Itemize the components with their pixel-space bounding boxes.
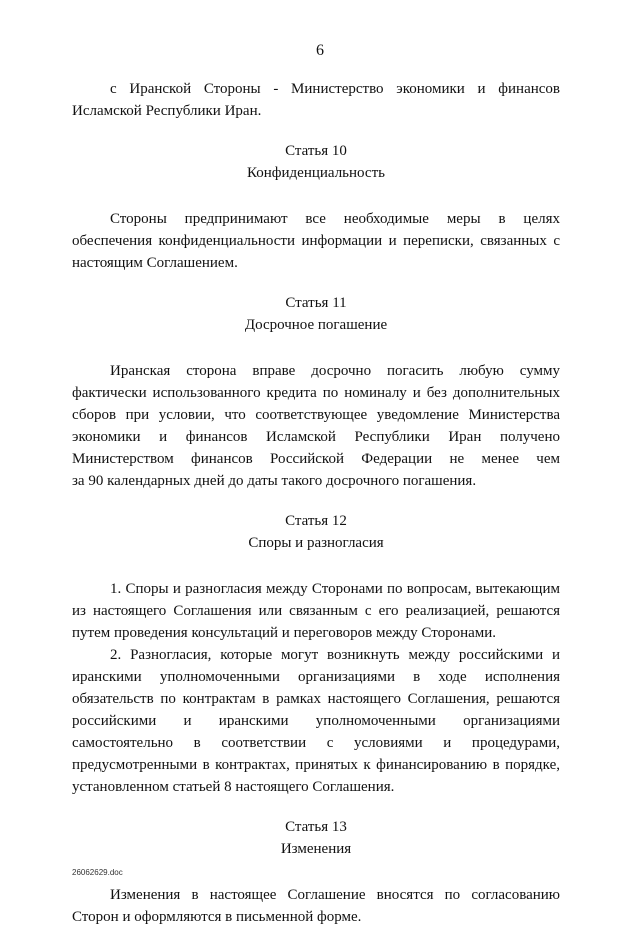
article-10-paragraph <box>72 208 560 274</box>
text-line: обязательств по контрактам в рамках настоящего Соглашения, решаются <box>72 691 560 707</box>
text-line: настоящим Соглашением. <box>72 255 238 271</box>
text-line: фактически использованного кредита по номиналу и без дополнительных <box>72 385 560 401</box>
text-line: из настоящего Соглашения или связанным с его реализацией, решаются <box>72 603 560 619</box>
article-10-subtitle: Конфиденциальность <box>247 165 385 181</box>
text-line: обеспечения конфиденциальности информации и переписки, связанных с <box>72 233 560 249</box>
page-number: 6 <box>316 42 324 59</box>
text-line: Министерством финансов Российской Федерации не менее чем <box>72 451 560 467</box>
text-line: сборов при условии, что соответствующее уведомление Министерства <box>72 407 560 423</box>
article-13-subtitle: Изменения <box>280 841 352 857</box>
article-12-paragraph-2 <box>72 644 560 798</box>
text-line: 1. Споры и разногласия между Сторонами по вопросам, вытекающим <box>110 581 560 597</box>
text-line: Изменения в настоящее Соглашение вносятся по согласованию <box>110 887 560 903</box>
article-11-subtitle: Досрочное погашение <box>244 317 388 333</box>
article-12-paragraph-1 <box>72 578 560 644</box>
text-line: предусмотренными в контрактах, принятых к финансированию в порядке, <box>72 757 560 773</box>
file-name-footer: 26062629.doc <box>72 868 123 877</box>
intro-paragraph <box>72 78 560 122</box>
text-line: за 90 календарных дней до даты такого досрочного погашения. <box>72 473 477 489</box>
text-line: с Иранской Стороны - Министерство экономики и финансов <box>110 81 560 97</box>
text-line: российскими и иранскими уполномоченными организациями <box>72 713 560 729</box>
text-line: Сторон и оформляются в письменной форме. <box>72 909 362 925</box>
article-13-paragraph <box>72 884 560 928</box>
text-line: установленном статьей 8 настоящего Соглашения. <box>72 779 395 795</box>
article-11-paragraph <box>72 360 560 492</box>
article-12-title: Статья 12 <box>285 513 347 529</box>
text-line: Исламской Республики Иран. <box>72 103 262 119</box>
text-line: иранскими уполномоченными организациями в ходе исполнения <box>72 669 560 685</box>
document-body <box>72 78 560 928</box>
text-line: Иранская сторона вправе досрочно погасить любую сумму <box>110 363 560 379</box>
text-line: путем проведения консультаций и переговоров между Сторонами. <box>72 625 497 641</box>
article-11-title: Статья 11 <box>285 295 347 311</box>
article-10-title: Статья 10 <box>285 143 347 159</box>
text-line: экономики и финансов Исламской Республики Иран получено <box>72 429 560 445</box>
text-line: самостоятельно в соответствии с условиями и процедурами, <box>72 735 560 751</box>
text-line: Стороны предпринимают все необходимые меры в целях <box>110 211 560 227</box>
text-line: 2. Разногласия, которые могут возникнуть между российскими и <box>110 647 560 663</box>
article-12-subtitle: Споры и разногласия <box>248 535 384 551</box>
article-13-title: Статья 13 <box>285 819 347 835</box>
